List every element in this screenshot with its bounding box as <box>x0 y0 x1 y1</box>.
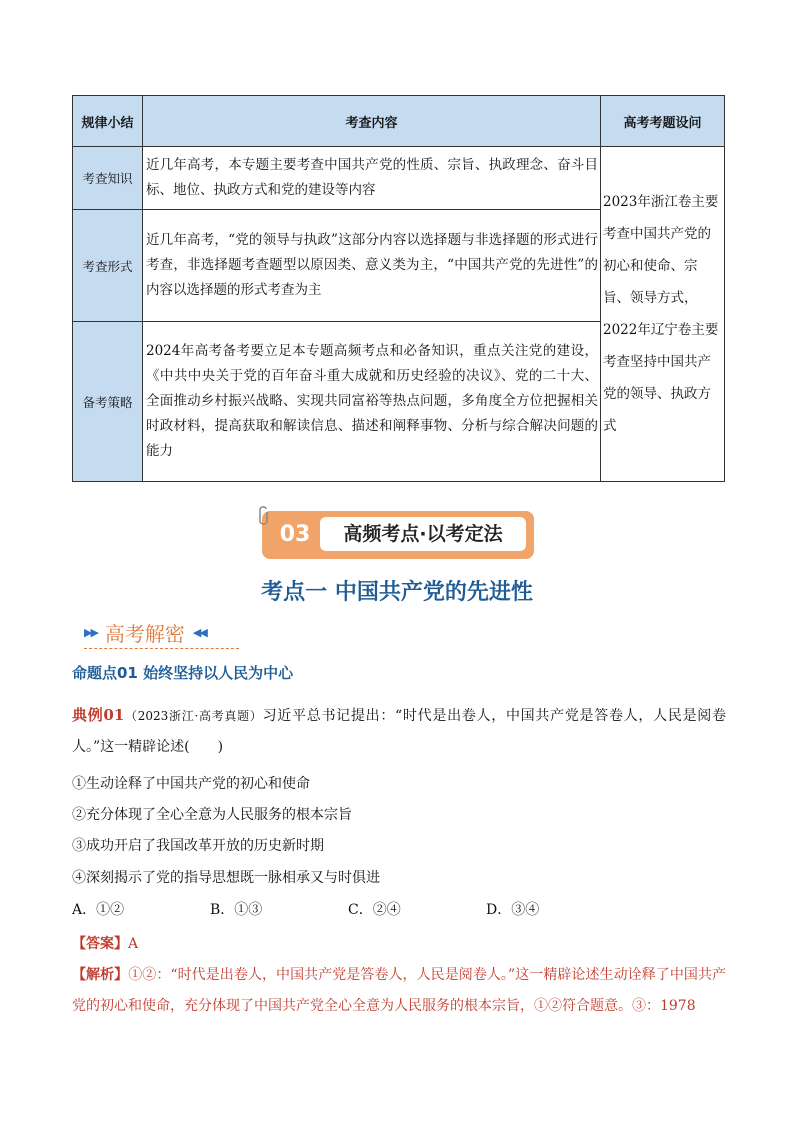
answer-choices <box>72 900 624 920</box>
row-content: 近几年高考，本专题主要考查中国共产党的性质、宗旨、执政理念、奋斗目标、地位、执政方式和党的建设等内容 <box>143 147 601 210</box>
banner-number: 03 <box>279 522 311 547</box>
row-label: 考查知识 <box>73 147 143 210</box>
answer-label: 【答案】 <box>72 936 128 952</box>
option-item: ①生动诠释了中国共产党的初心和使命 <box>72 776 310 792</box>
option-item: ④深刻揭示了党的指导思想既一脉相承又与时俱进 <box>72 870 380 886</box>
row-label: 备考策略 <box>73 322 143 482</box>
answer-value: A <box>128 936 139 952</box>
example-question <box>72 700 726 763</box>
example-tag: 典例01 <box>72 706 125 724</box>
double-arrow-right-icon: ▶▶ <box>84 625 97 639</box>
table-header: 考查内容 <box>143 96 601 147</box>
row-content: 近几年高考，“党的领导与执政”这部分内容以选择题与非选择题的形式进行考查，非选择题考查题型以原因类、意义类为主，“中国共产党的先进性”的内容以选择题的形式考查为主 <box>143 210 601 322</box>
table-row <box>73 147 725 210</box>
double-arrow-left-icon: ◀◀ <box>192 625 206 639</box>
analysis-block <box>72 960 726 1022</box>
example-stem: 习近平总书记提出：“时代是出卷人，中国共产党是答卷人，人民是阅卷人。”这一精辟论述( ) <box>72 708 727 755</box>
section-banner <box>256 505 542 563</box>
option-item: ③成功开启了我国改革开放的历史新时期 <box>72 838 324 854</box>
option-item: ②充分体现了全心全意为人民服务的根本宗旨 <box>72 807 352 823</box>
answer-line <box>72 933 138 953</box>
point-title: 考点一 中国共产党的先进性 <box>261 580 533 605</box>
table-header: 规律小结 <box>73 96 143 147</box>
topic-subtitle: 命题点01 始终坚持以人民为中心 <box>72 664 294 682</box>
row-content: 2024年高考备考要立足本专题高频考点和必备知识，重点关注党的建设，《中共中央关于党的百年奋斗重大成就和历史经验的决议》、党的二十大、全面推动乡村振兴战略、实现共同富裕等热点问题，多角度全方位把握相关时政材料，提高获取和解读信息、描述和阐释事物、分析与综合解决问题的能力 <box>143 322 601 482</box>
section-header <box>84 615 206 649</box>
section-divider <box>84 648 239 649</box>
choice-d: D．③④ <box>486 902 540 918</box>
choice-b: B．①③ <box>210 902 263 918</box>
analysis-label: 【解析】 <box>72 967 129 983</box>
example-source: （2023浙江·高考真题） <box>124 709 263 723</box>
exam-question-cell: 2023年浙江卷主要考查中国共产党的初心和使命、宗旨、领导方式，2022年辽宁卷主要考查坚持中国共产党的领导、执政方式 <box>601 147 725 482</box>
row-label: 考查形式 <box>73 210 143 322</box>
table-header: 高考考题设问 <box>601 96 725 147</box>
choice-c: C．②④ <box>348 902 401 918</box>
choice-a: A．①② <box>72 902 125 918</box>
banner-title: 高频考点·以考定法 <box>320 517 526 551</box>
summary-table <box>72 95 725 482</box>
analysis-text: ①②：“时代是出卷人，中国共产党是答卷人，人民是阅卷人。”这一精辟论述生动诠释了中国共产党的初心和使命，充分体现了中国共产党全心全意为人民服务的根本宗旨，①②符合题意。③：1978 <box>72 967 727 1014</box>
section-label: 高考解密 <box>104 621 185 646</box>
table-header-row <box>73 96 725 147</box>
